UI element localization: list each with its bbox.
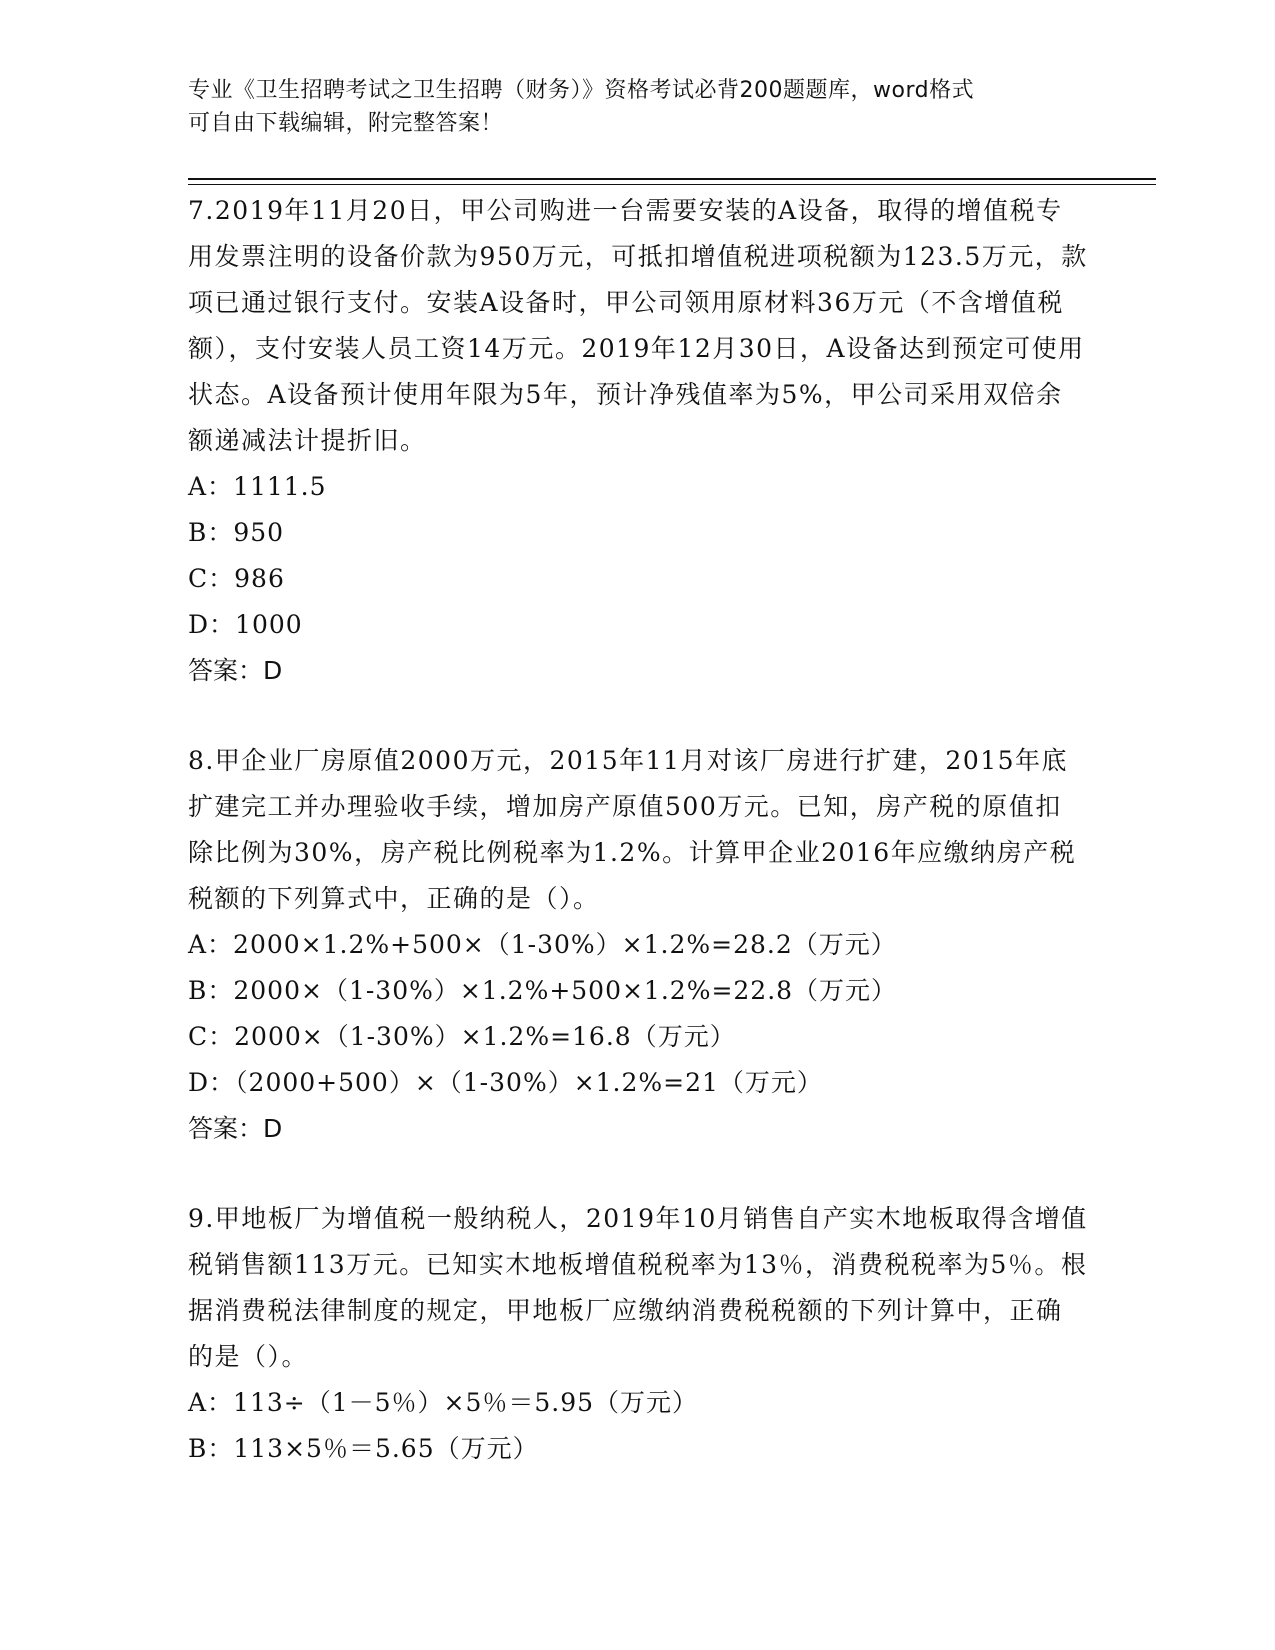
option-a: A：2000×1.2%+500×（1-30%）×1.2%=28.2（万元） (188, 930, 897, 959)
question-spacer (188, 694, 1088, 738)
question-text: 7.2019年11月20日，甲公司购进一台需要安装的A设备，取得的增值税专用发票注明的设备价款为950万元，可抵扣增值税进项税额为123.5万元，款项已通过银行支付。安装A设备时，甲公司领用原材料36万元（不含增值税额），支付安装人员工资14万元。2019年12月30日，A设备达到预定可使用状态。A设备预计使用年限为5年，预计净残值率为5%，甲公司采用双倍余额递减法计提折旧。 (188, 196, 1088, 455)
question-7 (188, 188, 1088, 694)
header-rule-thick (188, 178, 1156, 180)
answer-label: 答案：D (188, 656, 283, 685)
option-c: C：2000×（1-30%）×1.2%=16.8（万元） (188, 1022, 736, 1051)
question-text: 9.甲地板厂为增值税一般纳税人，2019年10月销售自产实木地板取得含增值税销售额113万元。已知实木地板增值税税率为13％，消费税税率为5％。根据消费税法律制度的规定，甲地板厂应缴纳消费税税额的下列计算中，正确的是（）。 (188, 1204, 1088, 1371)
option-c: C：986 (188, 564, 285, 593)
header-rule-thin (188, 184, 1156, 185)
header-line-2: 可自由下载编辑，附完整答案！ (188, 111, 504, 136)
option-a: A：1111.5 (188, 472, 327, 501)
option-b: B：113×5％＝5.65（万元） (188, 1434, 539, 1463)
questions-list (188, 188, 1088, 1472)
option-d: D：1000 (188, 610, 303, 639)
header-line-1: 专业《卫生招聘考试之卫生招聘（财务）》资格考试必背200题题库，word格式 (188, 78, 975, 103)
option-a: A：113÷（1－5％）×5％＝5.95（万元） (188, 1388, 699, 1417)
document-header (188, 74, 1088, 140)
option-b: B：2000×（1-30%）×1.2%+500×1.2%=22.8（万元） (188, 976, 898, 1005)
option-b: B：950 (188, 518, 285, 547)
question-8 (188, 738, 1088, 1152)
question-text: 8.甲企业厂房原值2000万元，2015年11月对该厂房进行扩建，2015年底扩建完工并办理验收手续，增加房产原值500万元。已知，房产税的原值扣除比例为30%，房产税比例税率为1.2%。计算甲企业2016年应缴纳房产税税额的下列算式中，正确的是（）。 (188, 746, 1077, 913)
option-d: D：（2000+500）×（1-30%）×1.2%=21（万元） (188, 1068, 823, 1097)
question-9 (188, 1196, 1088, 1472)
answer-label: 答案：D (188, 1114, 283, 1143)
question-spacer (188, 1152, 1088, 1196)
